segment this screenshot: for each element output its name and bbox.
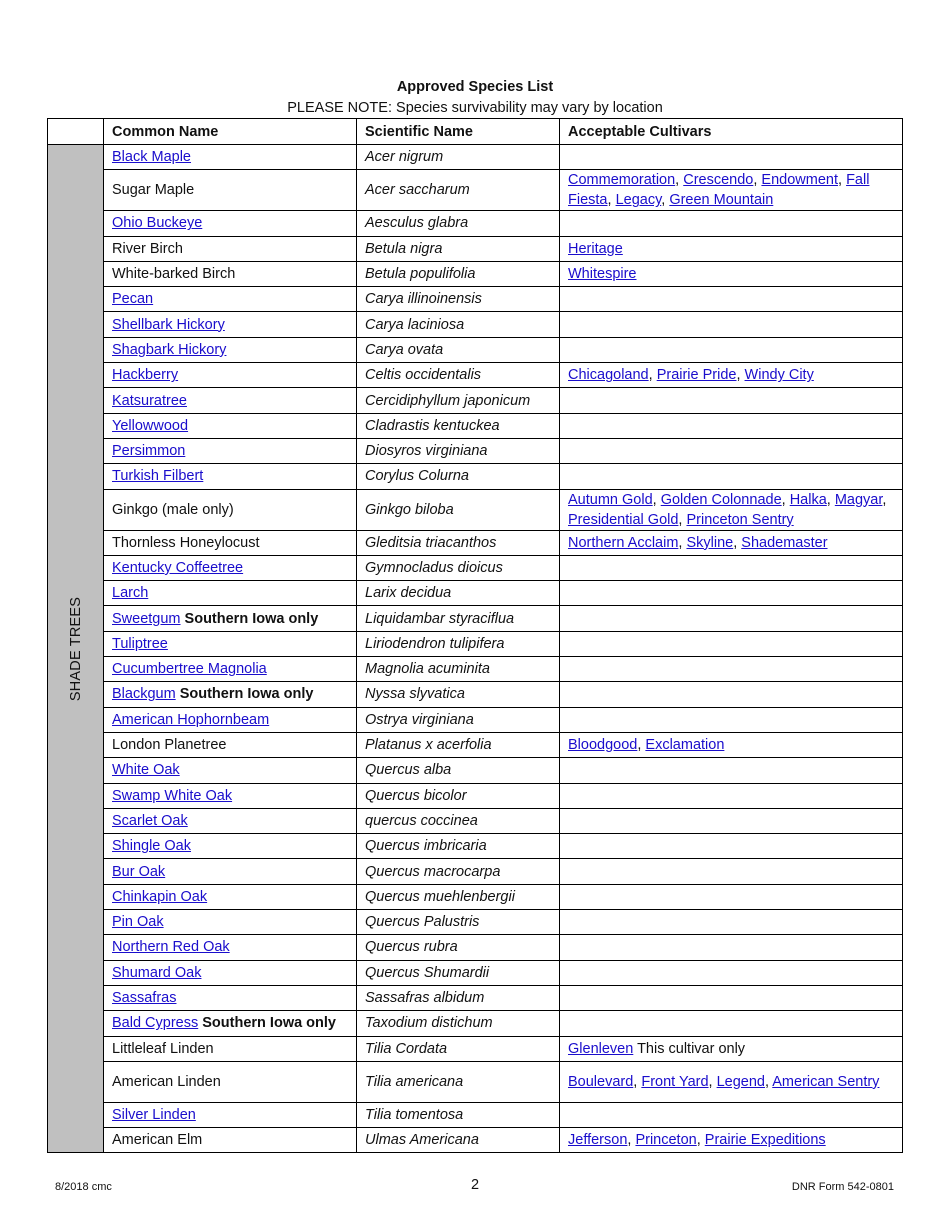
species-link[interactable]: Swamp White Oak bbox=[112, 787, 233, 804]
table-row bbox=[48, 884, 903, 909]
cultivars-cell bbox=[560, 211, 903, 236]
cultivars-cell bbox=[560, 682, 903, 707]
cultivar-link[interactable]: Heritage bbox=[568, 240, 623, 257]
region-note: Southern Iowa only bbox=[184, 610, 319, 627]
scientific-name-cell: Betula populifolia bbox=[357, 261, 560, 286]
common-name-cell bbox=[104, 287, 357, 312]
cultivar-link[interactable]: Jefferson bbox=[568, 1132, 628, 1149]
table-row bbox=[48, 834, 903, 859]
species-table bbox=[47, 118, 903, 1153]
common-name-cell bbox=[104, 631, 357, 656]
scientific-name-cell: Cercidiphyllum japonicum bbox=[357, 388, 560, 413]
common-name-cell bbox=[104, 935, 357, 960]
cultivar-link[interactable]: Boulevard bbox=[568, 1073, 634, 1090]
cultivars-cell: Jefferson, Princeton, Prairie Expeditions bbox=[560, 1128, 903, 1153]
scientific-name-cell: Aesculus glabra bbox=[357, 211, 560, 236]
species-link[interactable]: Pin Oak bbox=[112, 914, 164, 931]
column-header-common-name: Common Name bbox=[104, 119, 357, 145]
species-link[interactable]: Sweetgum bbox=[112, 610, 181, 627]
cultivars-cell: Autumn Gold, Golden Colonnade, Halka, Magyar, Presidential Gold, Princeton Sentry bbox=[560, 489, 903, 530]
cultivars-cell bbox=[560, 1036, 903, 1061]
common-name-cell bbox=[104, 363, 357, 388]
common-name-cell bbox=[104, 312, 357, 337]
common-name-cell bbox=[104, 910, 357, 935]
scientific-name-cell: Acer saccharum bbox=[357, 170, 560, 211]
table-row bbox=[48, 783, 903, 808]
cultivars-cell bbox=[560, 606, 903, 631]
cultivar-link[interactable]: Chicagoland bbox=[568, 367, 649, 384]
species-link[interactable]: Shagbark Hickory bbox=[112, 341, 227, 358]
species-link[interactable]: Scarlet Oak bbox=[112, 812, 188, 829]
scientific-name-cell: Ginkgo biloba bbox=[357, 489, 560, 530]
gutter-header bbox=[48, 119, 104, 145]
table-row bbox=[48, 935, 903, 960]
cultivar-link[interactable]: Exclamation bbox=[645, 737, 725, 754]
common-name-cell bbox=[104, 707, 357, 732]
cultivars-cell bbox=[560, 312, 903, 337]
scientific-name-cell: Betula nigra bbox=[357, 236, 560, 261]
common-name-cell bbox=[104, 1128, 357, 1153]
species-link[interactable]: Pecan bbox=[112, 291, 154, 308]
cultivars-cell bbox=[560, 1011, 903, 1036]
table-row bbox=[48, 1036, 903, 1061]
scientific-name-cell: Tilia tomentosa bbox=[357, 1102, 560, 1127]
scientific-name-cell: Tilia americana bbox=[357, 1061, 560, 1102]
cultivars-cell bbox=[560, 783, 903, 808]
common-name-cell bbox=[104, 464, 357, 489]
cultivar-link[interactable]: Whitespire bbox=[568, 266, 637, 283]
common-name-cell bbox=[104, 859, 357, 884]
table-row bbox=[48, 388, 903, 413]
cultivar-link[interactable]: Prairie Pride bbox=[656, 367, 737, 384]
species-name: London Planetree bbox=[112, 737, 227, 754]
cultivar-link[interactable]: Windy City bbox=[744, 367, 814, 384]
table-row bbox=[48, 808, 903, 833]
species-link[interactable]: Chinkapin Oak bbox=[112, 888, 208, 905]
scientific-name-cell: Liriodendron tulipifera bbox=[357, 631, 560, 656]
cultivars-cell: Commemoration, Crescendo, Endowment, Fall Fiesta, Legacy, Green Mountain bbox=[560, 170, 903, 211]
scientific-name-cell: Quercus rubra bbox=[357, 935, 560, 960]
region-note: Southern Iowa only bbox=[179, 686, 314, 703]
common-name-cell bbox=[104, 783, 357, 808]
cultivars-cell bbox=[560, 1102, 903, 1127]
scientific-name-cell: Quercus macrocarpa bbox=[357, 859, 560, 884]
species-link[interactable]: Sassafras bbox=[112, 990, 177, 1007]
species-link[interactable]: Larch bbox=[112, 585, 149, 602]
common-name-cell bbox=[104, 985, 357, 1010]
scientific-name-cell: Larix decidua bbox=[357, 581, 560, 606]
cultivar-link[interactable]: Halka bbox=[789, 491, 827, 508]
cultivar-link[interactable]: Autumn Gold bbox=[568, 491, 653, 508]
scientific-name-cell: Quercus muehlenbergii bbox=[357, 884, 560, 909]
table-row bbox=[48, 312, 903, 337]
scientific-name-cell: Cladrastis kentuckea bbox=[357, 413, 560, 438]
cultivars-cell bbox=[560, 910, 903, 935]
table-row bbox=[48, 581, 903, 606]
scientific-name-cell: Liquidambar styraciflua bbox=[357, 606, 560, 631]
scientific-name-cell: Gymnocladus dioicus bbox=[357, 555, 560, 580]
species-link[interactable]: Kentucky Coffeetree bbox=[112, 560, 244, 576]
table-row bbox=[48, 1128, 903, 1153]
cultivars-cell bbox=[560, 464, 903, 489]
species-name: Thornless Honeylocust bbox=[112, 534, 260, 551]
common-name-cell bbox=[104, 884, 357, 909]
common-name-cell bbox=[104, 1036, 357, 1061]
cultivars-cell bbox=[560, 657, 903, 682]
cultivar-link[interactable]: Northern Acclaim bbox=[568, 534, 679, 551]
common-name-cell bbox=[104, 1011, 357, 1036]
table-row bbox=[48, 910, 903, 935]
cultivar-link[interactable]: Commemoration bbox=[568, 172, 676, 189]
species-name: White-barked Birch bbox=[112, 266, 236, 283]
common-name-cell bbox=[104, 682, 357, 707]
species-link[interactable]: Ohio Buckeye bbox=[112, 215, 203, 232]
scientific-name-cell: Quercus Shumardii bbox=[357, 960, 560, 985]
species-table-body bbox=[48, 145, 903, 1153]
table-row bbox=[48, 170, 903, 211]
column-header-acceptable-cultivars: Acceptable Cultivars bbox=[560, 119, 903, 145]
table-row bbox=[48, 287, 903, 312]
species-name: American Elm bbox=[112, 1132, 203, 1149]
table-row bbox=[48, 859, 903, 884]
cultivar-note: This cultivar only bbox=[637, 1040, 746, 1057]
table-row bbox=[48, 960, 903, 985]
common-name-cell bbox=[104, 145, 357, 170]
species-name: River Birch bbox=[112, 240, 183, 257]
species-link[interactable]: Tuliptree bbox=[112, 635, 168, 652]
table-row bbox=[48, 236, 903, 261]
species-link[interactable]: White Oak bbox=[112, 762, 180, 779]
scientific-name-cell: quercus coccinea bbox=[357, 808, 560, 833]
common-name-cell bbox=[104, 960, 357, 985]
common-name-cell bbox=[104, 337, 357, 362]
cultivar-link[interactable]: Legend bbox=[716, 1073, 765, 1090]
cultivars-cell bbox=[560, 859, 903, 884]
common-name-cell bbox=[104, 438, 357, 463]
form-number: DNR Form 542-0801 bbox=[791, 1181, 894, 1193]
cultivar-link[interactable]: Green Mountain bbox=[669, 192, 774, 209]
table-row bbox=[48, 1011, 903, 1036]
species-link[interactable]: Blackgum bbox=[112, 686, 176, 703]
table-row bbox=[48, 1061, 903, 1102]
common-name-cell bbox=[104, 834, 357, 859]
table-row bbox=[48, 985, 903, 1010]
table-row bbox=[48, 337, 903, 362]
common-name-cell bbox=[104, 261, 357, 286]
cultivars-cell bbox=[560, 337, 903, 362]
cultivars-cell bbox=[560, 236, 903, 261]
cultivars-cell bbox=[560, 438, 903, 463]
common-name-cell bbox=[104, 555, 357, 580]
page-title: Approved Species List bbox=[396, 79, 554, 95]
species-link[interactable]: Cucumbertree Magnolia bbox=[112, 661, 267, 678]
common-name-cell bbox=[104, 388, 357, 413]
common-name-cell bbox=[104, 732, 357, 757]
scientific-name-cell: Celtis occidentalis bbox=[357, 363, 560, 388]
cultivar-link[interactable]: Princeton Sentry bbox=[686, 511, 794, 528]
table-row bbox=[48, 707, 903, 732]
table-row bbox=[48, 732, 903, 757]
table-row bbox=[48, 363, 903, 388]
section-label-cell bbox=[48, 145, 104, 1153]
common-name-cell bbox=[104, 170, 357, 211]
species-link[interactable]: Bur Oak bbox=[112, 863, 166, 880]
species-name: Littleleaf Linden bbox=[112, 1040, 214, 1057]
scientific-name-cell: Taxodium distichum bbox=[357, 1011, 560, 1036]
cultivars-cell bbox=[560, 884, 903, 909]
table-row bbox=[48, 657, 903, 682]
scientific-name-cell: Quercus alba bbox=[357, 758, 560, 783]
common-name-cell bbox=[104, 413, 357, 438]
cultivar-link[interactable]: Endowment bbox=[761, 172, 838, 189]
table-row bbox=[48, 261, 903, 286]
cultivar-link[interactable]: Legacy bbox=[615, 192, 662, 209]
common-name-cell bbox=[104, 808, 357, 833]
scientific-name-cell: Magnolia acuminita bbox=[357, 657, 560, 682]
common-name-cell bbox=[104, 581, 357, 606]
cultivars-cell bbox=[560, 834, 903, 859]
scientific-name-cell: Nyssa slyvatica bbox=[357, 682, 560, 707]
table-row bbox=[48, 464, 903, 489]
common-name-cell bbox=[104, 1102, 357, 1127]
column-header-scientific-name: Scientific Name bbox=[357, 119, 560, 145]
table-row bbox=[48, 682, 903, 707]
cultivars-cell: Bloodgood, Exclamation bbox=[560, 732, 903, 757]
scientific-name-cell: Quercus Palustris bbox=[357, 910, 560, 935]
common-name-cell bbox=[104, 211, 357, 236]
cultivar-link[interactable]: Glenleven bbox=[568, 1040, 634, 1057]
species-link[interactable]: Shingle Oak bbox=[112, 838, 191, 855]
common-name-cell bbox=[104, 606, 357, 631]
species-link[interactable]: Shumard Oak bbox=[112, 964, 202, 981]
cultivar-link[interactable]: Presidential Gold bbox=[568, 511, 679, 528]
scientific-name-cell: Ulmas Americana bbox=[357, 1128, 560, 1153]
cultivar-link[interactable]: Princeton bbox=[635, 1132, 697, 1149]
cultivars-cell bbox=[560, 388, 903, 413]
table-row bbox=[48, 489, 903, 530]
cultivars-cell bbox=[560, 960, 903, 985]
table-row bbox=[48, 606, 903, 631]
cultivars-cell: Northern Acclaim, Skyline, Shademaster bbox=[560, 530, 903, 555]
scientific-name-cell: Carya laciniosa bbox=[357, 312, 560, 337]
species-link[interactable]: Persimmon bbox=[112, 443, 186, 460]
cultivar-link[interactable]: Prairie Expeditions bbox=[704, 1132, 826, 1149]
table-row bbox=[48, 413, 903, 438]
cultivars-cell bbox=[560, 145, 903, 170]
section-label: SHADE TREES bbox=[67, 596, 84, 701]
table-row bbox=[48, 145, 903, 170]
cultivars-cell bbox=[560, 935, 903, 960]
cultivar-link[interactable]: Bloodgood bbox=[568, 737, 638, 754]
species-name: Sugar Maple bbox=[112, 182, 195, 199]
cultivars-cell: Chicagoland, Prairie Pride, Windy City bbox=[560, 363, 903, 388]
scientific-name-cell: Carya illinoinensis bbox=[357, 287, 560, 312]
scientific-name-cell: Sassafras albidum bbox=[357, 985, 560, 1010]
scientific-name-cell: Corylus Colurna bbox=[357, 464, 560, 489]
species-name: Ginkgo (male only) bbox=[112, 501, 234, 518]
cultivar-link[interactable]: Shademaster bbox=[741, 534, 828, 551]
cultivar-link[interactable]: Golden Colonnade bbox=[660, 491, 782, 508]
scientific-name-cell: Tilia Cordata bbox=[357, 1036, 560, 1061]
common-name-cell bbox=[104, 657, 357, 682]
cultivar-link[interactable]: American Sentry bbox=[772, 1073, 880, 1090]
species-link[interactable]: Black Maple bbox=[112, 149, 191, 166]
cultivars-cell bbox=[560, 985, 903, 1010]
cultivar-link[interactable]: Fall Fiesta bbox=[568, 172, 870, 209]
common-name-cell bbox=[104, 530, 357, 555]
table-row bbox=[48, 438, 903, 463]
species-link[interactable]: Katsuratree bbox=[112, 392, 187, 409]
cultivars-cell bbox=[560, 555, 903, 580]
region-note: Southern Iowa only bbox=[202, 1015, 336, 1032]
cultivar-link[interactable]: Skyline bbox=[686, 534, 734, 551]
cultivars-cell bbox=[560, 581, 903, 606]
cultivars-cell bbox=[560, 758, 903, 783]
scientific-name-cell: Quercus bicolor bbox=[357, 783, 560, 808]
species-link[interactable]: Hackberry bbox=[112, 367, 179, 384]
species-link[interactable]: Northern Red Oak bbox=[112, 939, 230, 956]
scientific-name-cell: Diosyros virginiana bbox=[357, 438, 560, 463]
species-link[interactable]: Shellbark Hickory bbox=[112, 316, 225, 333]
cultivar-link[interactable]: Front Yard bbox=[641, 1073, 709, 1090]
cultivars-cell bbox=[560, 287, 903, 312]
cultivars-cell bbox=[560, 808, 903, 833]
table-row bbox=[48, 1102, 903, 1127]
cultivar-link[interactable]: Magyar bbox=[834, 491, 883, 508]
species-link[interactable]: Silver Linden bbox=[112, 1106, 196, 1123]
common-name-cell bbox=[104, 758, 357, 783]
species-note: PLEASE NOTE: Species survivability may vary by location bbox=[287, 100, 663, 116]
species-link[interactable]: Yellowwood bbox=[112, 417, 189, 434]
cultivars-cell: Boulevard, Front Yard, Legend, American Sentry bbox=[560, 1061, 903, 1102]
scientific-name-cell: Gleditsia triacanthos bbox=[357, 530, 560, 555]
scientific-name-cell: Carya ovata bbox=[357, 337, 560, 362]
cultivars-cell bbox=[560, 413, 903, 438]
table-row bbox=[48, 530, 903, 555]
table-row bbox=[48, 211, 903, 236]
species-link[interactable]: American Hophornbeam bbox=[112, 711, 270, 728]
species-name: American Linden bbox=[112, 1073, 221, 1090]
cultivars-cell bbox=[560, 707, 903, 732]
scientific-name-cell: Ostrya virginiana bbox=[357, 707, 560, 732]
common-name-cell bbox=[104, 489, 357, 530]
scientific-name-cell: Platanus x acerfolia bbox=[357, 732, 560, 757]
scientific-name-cell: Acer nigrum bbox=[357, 145, 560, 170]
table-header-row bbox=[48, 119, 903, 145]
species-link[interactable]: Bald Cypress bbox=[112, 1015, 199, 1032]
table-row bbox=[48, 555, 903, 580]
species-link[interactable]: Turkish Filbert bbox=[112, 468, 204, 485]
cultivars-cell bbox=[560, 631, 903, 656]
page-number: 2 bbox=[470, 1177, 480, 1193]
cultivar-link[interactable]: Crescendo bbox=[683, 172, 754, 189]
scientific-name-cell: Quercus imbricaria bbox=[357, 834, 560, 859]
cultivars-cell bbox=[560, 261, 903, 286]
table-row bbox=[48, 631, 903, 656]
common-name-cell bbox=[104, 1061, 357, 1102]
table-row bbox=[48, 758, 903, 783]
footer-date: 8/2018 cmc bbox=[55, 1181, 112, 1193]
common-name-cell bbox=[104, 236, 357, 261]
